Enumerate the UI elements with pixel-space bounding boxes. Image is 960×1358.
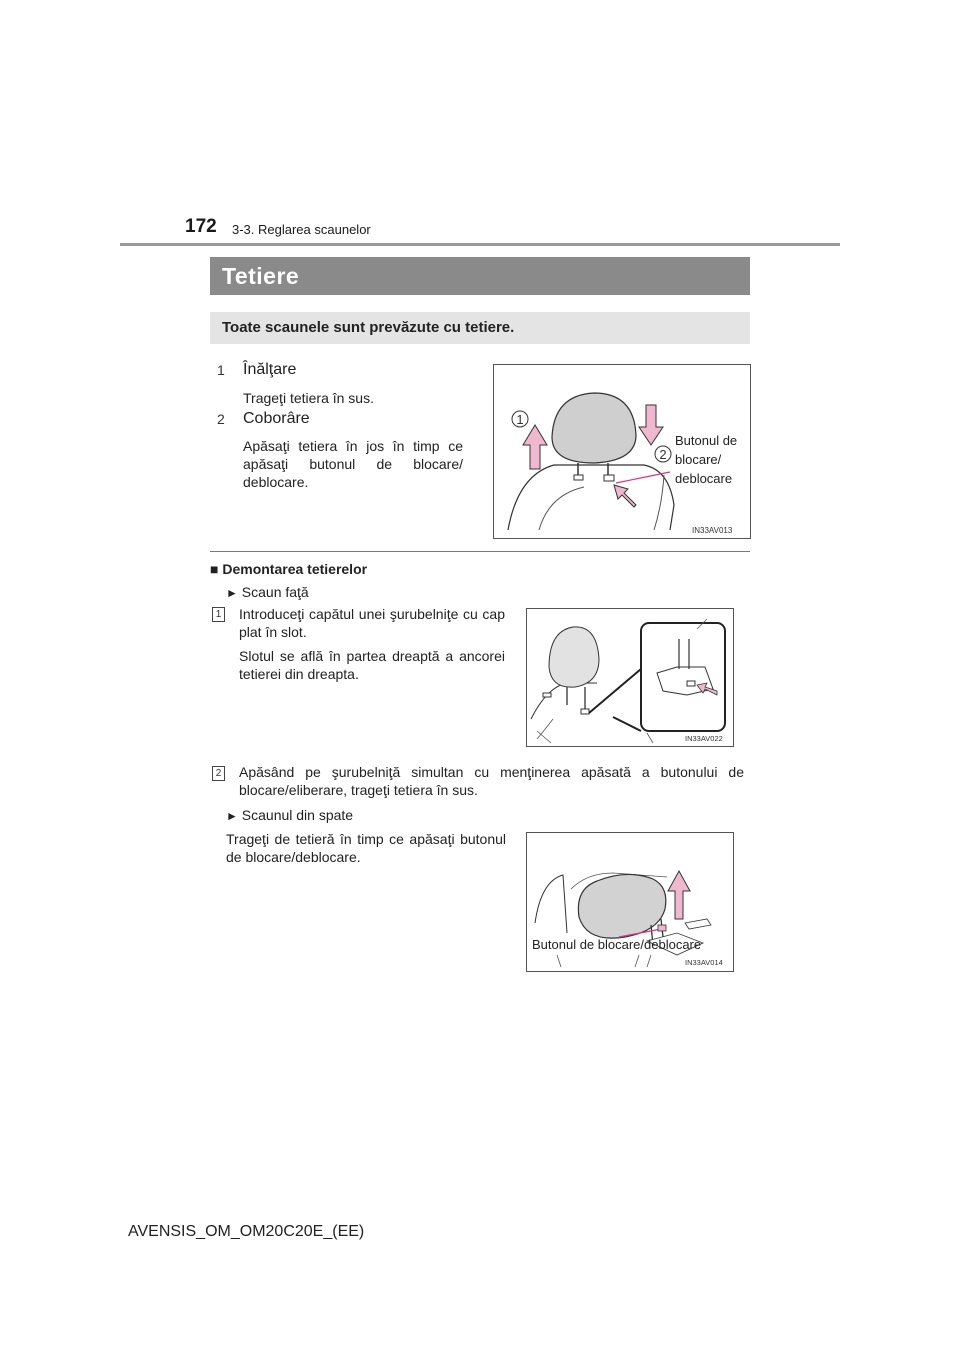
triangle-arrow-icon: ► — [226, 809, 238, 823]
front-seat-label — [226, 583, 309, 602]
figure1-callout-line2: blocare/ — [675, 452, 722, 467]
rear-seat-illustration — [527, 833, 733, 971]
front-step-1-marker: 1 — [212, 607, 225, 622]
rear-seat-label — [226, 806, 353, 825]
front-step-1-text: Introduceţi capătul unei şurubelniţe cu cap plat în slot. — [239, 606, 505, 640]
header-rule — [120, 243, 840, 246]
rear-seat-text: Trageţi de tetieră în timp ce apăsaţi butonul de blocare/deblocare. — [226, 831, 506, 865]
figure3-callout: Butonul de blocare/deblocare — [532, 937, 702, 952]
step-1-marker: 1 — [217, 362, 225, 378]
intro-text: Toate scaunele sunt prevăzute cu tetiere. — [222, 319, 515, 336]
step-2-text: Apăsaţi tetiera în jos în timp ce apăsaţi butonul de blocare/ deblocare. — [243, 438, 463, 490]
figure-rear-seat — [526, 832, 734, 972]
section-path: 3-3. Reglarea scaunelor — [232, 222, 371, 237]
front-step-2-marker: 2 — [212, 766, 225, 781]
front-seat-label-text: Scaun faţă — [241, 584, 309, 600]
headrest-adjust-illustration — [494, 365, 750, 538]
rear-seat-label-text: Scaunul din spate — [241, 807, 354, 823]
figure1-label-2: 2 — [659, 447, 667, 462]
document-footer: AVENSIS_OM_OM20C20E_(EE) — [128, 1223, 365, 1240]
square-bullet-icon: ■ — [210, 561, 219, 577]
front-seat-slot-illustration — [527, 609, 733, 746]
section-divider — [210, 551, 750, 552]
step-1-title: Înălţare — [243, 361, 297, 378]
front-step-1-note: Slotul se află în partea dreaptă a ancorei tetierei din dreapta. — [239, 648, 505, 682]
figure3-code: IN33AV014 — [685, 958, 723, 967]
section-title-bar — [210, 257, 750, 295]
figure1-callout-line1: Butonul de — [675, 433, 738, 448]
removal-heading — [210, 560, 367, 578]
figure1-label-1: 1 — [516, 412, 524, 427]
step-2-title: Coborâre — [243, 410, 310, 427]
figure2-code: IN33AV022 — [685, 734, 723, 743]
figure-front-seat-slot — [526, 608, 734, 747]
intro-bar — [210, 312, 750, 344]
triangle-arrow-icon: ► — [226, 586, 238, 600]
figure1-code: IN33AV013 — [692, 526, 733, 535]
removal-heading-text: Demontarea tetierelor — [222, 561, 368, 577]
figure1-callout-line3: deblocare — [675, 471, 733, 486]
page-number: 172 — [185, 216, 217, 237]
section-title: Tetiere — [222, 263, 300, 289]
front-step-2-text: Apăsând pe şurubelniţă simultan cu menţinerea apăsată a butonului de blocare/eliberare, trageţi tetiera în sus. — [239, 764, 744, 798]
step-1-text: Trageţi tetiera în sus. — [243, 390, 374, 406]
figure-headrest-adjust — [493, 364, 751, 539]
step-2-marker: 2 — [217, 411, 225, 427]
